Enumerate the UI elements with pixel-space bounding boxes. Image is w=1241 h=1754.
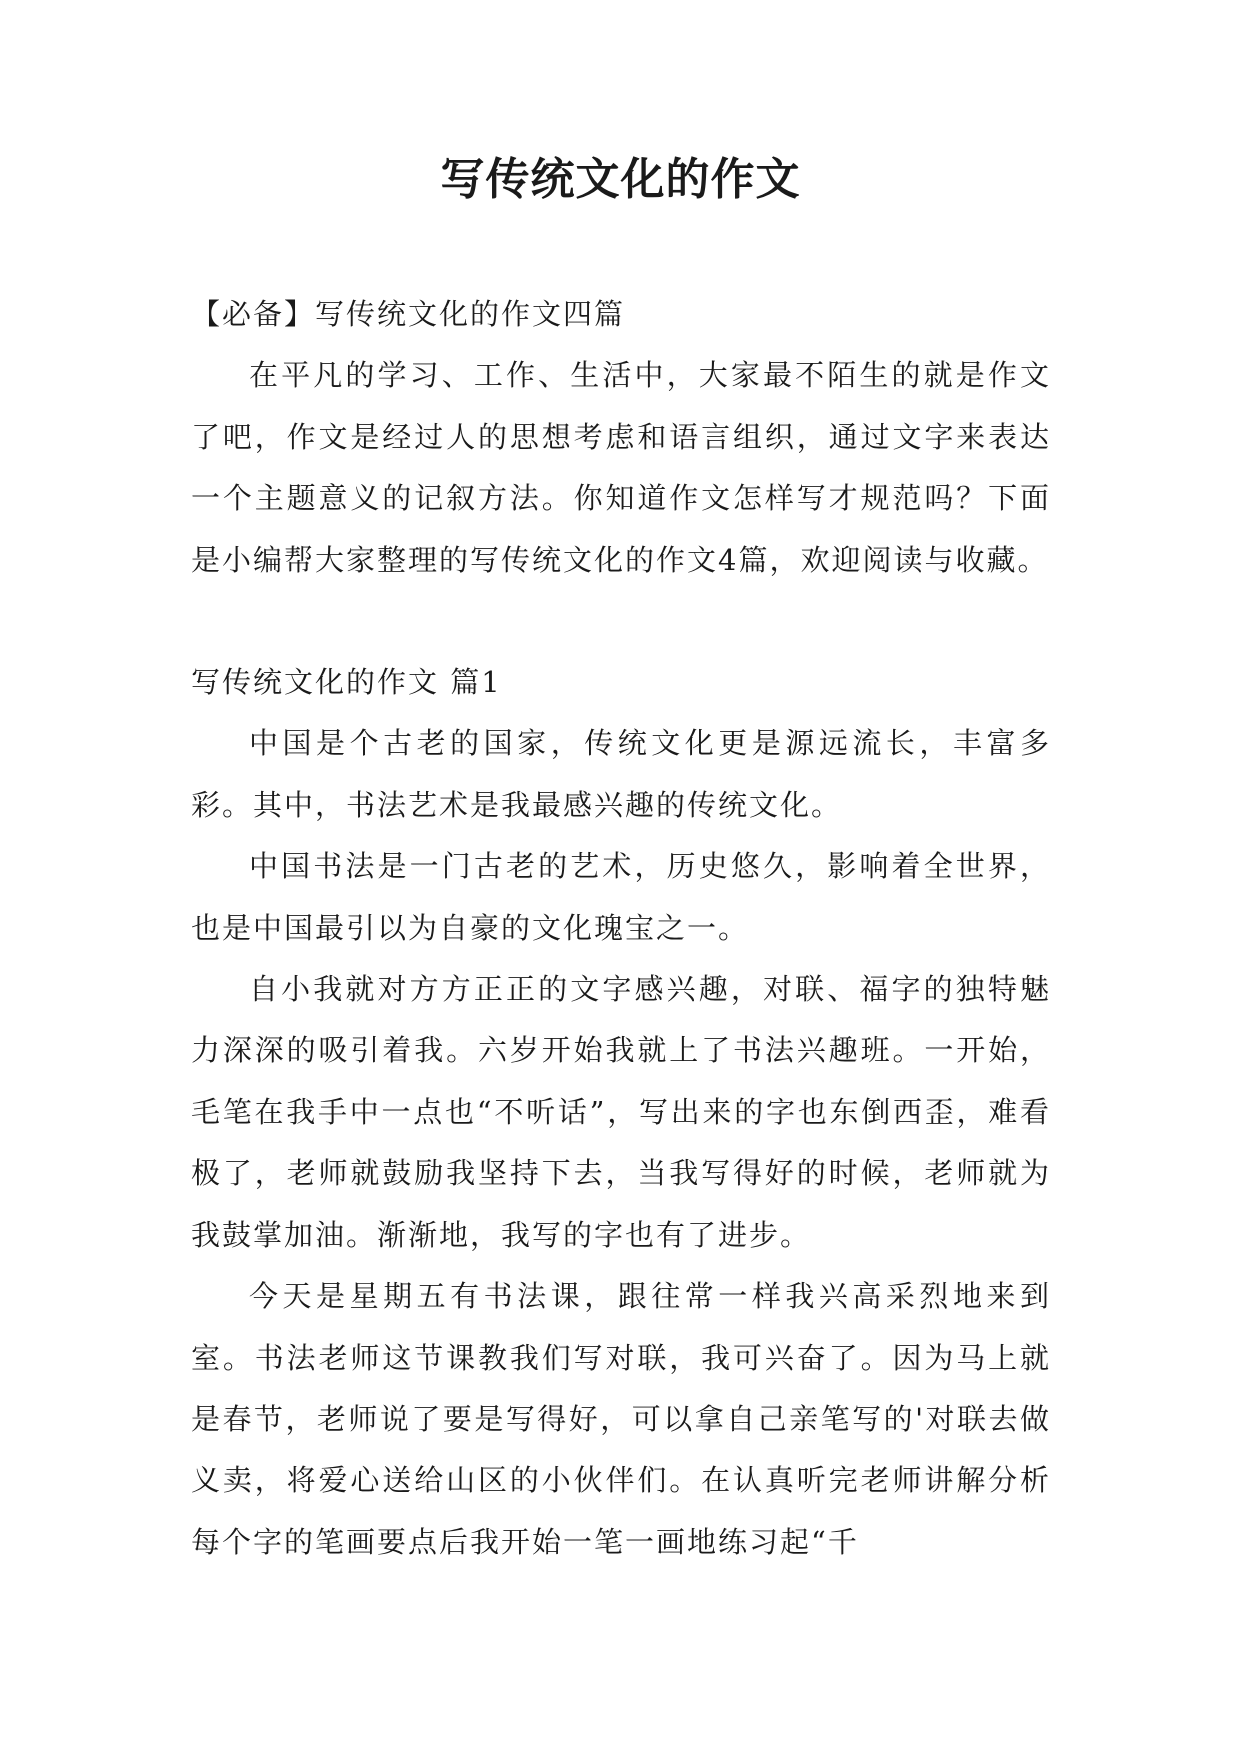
document-title: 写传统文化的作文 [440, 154, 801, 205]
body-paragraph: 中国是个古老的国家，传统文化更是源远流长，丰富多彩。其中，书法艺术是我最感兴趣的传统文化。 [191, 726, 1051, 822]
document-body [191, 284, 1051, 1573]
intro-paragraph: 在平凡的学习、工作、生活中，大家最不陌生的就是作文了吧，作文是经过人的思想考虑和语言组织，通过文字来表达一个主题意义的记叙方法。你知道作文怎样写才规范吗？下面是小编帮大家整理的写传统文化的作文4篇，欢迎阅读与收藏。 [191, 358, 1051, 577]
body-paragraph: 今天是星期五有书法课，跟往常一样我兴高采烈地来到室。书法老师这节课教我们写对联，我可兴奋了。因为马上就是春节，老师说了要是写得好，可以拿自己亲笔写的'对联去做义卖，将爱心送给山区的小伙伴们。在认真听完老师讲解分析每个字的笔画要点后我开始一笔一画地练习起“千 [191, 1279, 1051, 1559]
document-subtitle: 【必备】写传统文化的作文四篇 [191, 297, 626, 331]
body-paragraph: 中国书法是一门古老的艺术，历史悠久，影响着全世界，也是中国最引以为自豪的文化瑰宝之一。 [191, 849, 1051, 945]
section-heading: 写传统文化的作文 篇1 [191, 665, 502, 700]
body-paragraph: 自小我就对方方正正的文字感兴趣，对联、福字的独特魅力深深的吸引着我。六岁开始我就上了书法兴趣班。一开始，毛笔在我手中一点也“不听话”，写出来的字也东倒西歪，难看极了，老师就鼓励我坚持下去，当我写得好的时候，老师就为我鼓掌加油。渐渐地，我写的字也有了进步。 [191, 972, 1051, 1252]
